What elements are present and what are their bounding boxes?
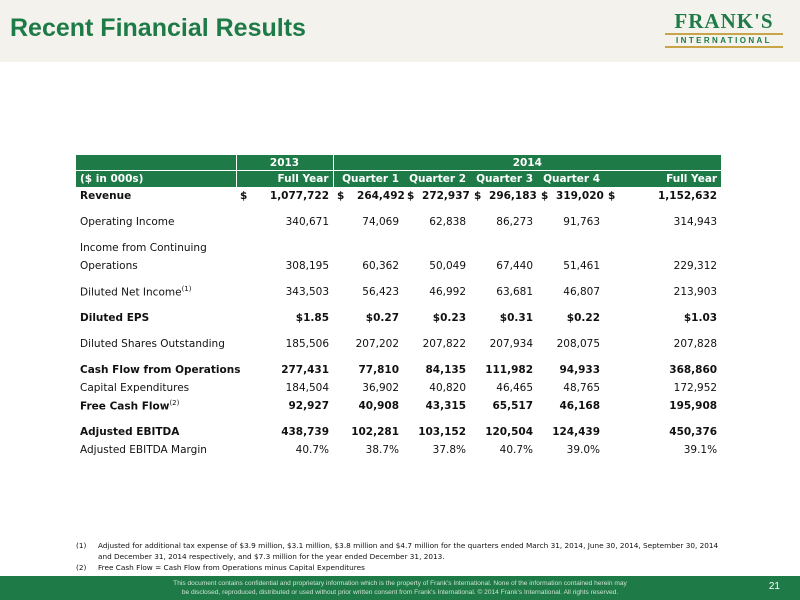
cell-value: 46,807 (563, 286, 601, 298)
cell-value: 91,763 (563, 216, 601, 228)
row-label: Adjusted EBITDA (80, 426, 180, 438)
cell-value: 39.0% (566, 444, 601, 456)
cell-value: 343,503 (285, 286, 330, 298)
cell-value: 172,952 (673, 382, 718, 394)
cell-value: 40,908 (358, 400, 400, 412)
cell-value: 67,440 (496, 260, 534, 272)
cell-value: 56,423 (362, 286, 400, 298)
currency-symbol: $ (541, 190, 549, 202)
cell-value: $0.31 (499, 312, 534, 324)
logo-wordmark: FRANK'S (674, 9, 774, 33)
table-row-diluted-shares (76, 335, 721, 353)
row-label: Cash Flow from Operations (80, 364, 241, 376)
page-number: 21 (768, 581, 780, 592)
cell-value: 272,937 (422, 190, 470, 202)
cell-value: 277,431 (281, 364, 330, 376)
table-column-header-row (76, 171, 721, 188)
cell-value: 39.1% (683, 444, 718, 456)
row-label: Revenue (80, 190, 132, 202)
cell-value: 111,982 (485, 364, 534, 376)
cell-value: 36,902 (362, 382, 400, 394)
cell-value: 51,461 (563, 260, 601, 272)
cell-value: 296,183 (489, 190, 537, 202)
confidentiality-notice (150, 579, 650, 597)
confidentiality-line-1: This document contains confidential and proprietary information which is the property of Frank’s International. None of the information contained herein may (173, 580, 627, 587)
row-label-text: Diluted Net Income (80, 286, 182, 299)
cell-value: $0.23 (432, 312, 467, 324)
cell-value: 65,517 (492, 400, 534, 412)
cell-value: 208,075 (556, 338, 601, 350)
row-label: Diluted EPS (80, 312, 150, 324)
cell-value: $0.27 (365, 312, 400, 324)
cell-value: 319,020 (556, 190, 604, 202)
table-row-cash-flow-ops (76, 361, 721, 379)
currency-symbol: $ (407, 190, 415, 202)
cell-value: 92,927 (288, 400, 330, 412)
cell-value: 184,504 (285, 382, 330, 394)
table-row-adjusted-ebitda-margin (76, 441, 721, 459)
row-label-text: Free Cash Flow (80, 400, 170, 413)
footnote-1 (76, 540, 726, 562)
table-row-diluted-net-income (76, 283, 721, 301)
currency-symbol: $ (240, 190, 248, 202)
company-logo (663, 10, 785, 50)
cell-value: 124,439 (552, 426, 601, 438)
table-group-header-row (76, 155, 721, 171)
footnote-number: (1) (76, 541, 87, 550)
col-header-q3: Quarter 3 (470, 171, 537, 188)
currency-symbol: $ (608, 190, 616, 202)
footnote-marker: (1) (181, 285, 192, 294)
row-label: Diluted Shares Outstanding (80, 338, 225, 350)
cell-value: 62,838 (429, 216, 467, 228)
group-header-2013: 2013 (236, 155, 333, 171)
financial-results-table (76, 155, 721, 459)
cell-value: $0.22 (566, 312, 601, 324)
table-row-revenue (76, 187, 721, 205)
cell-value: 74,069 (362, 216, 400, 228)
row-label: Income from Continuing (80, 242, 207, 254)
cell-value: 314,943 (673, 216, 718, 228)
cell-value: 308,195 (285, 260, 330, 272)
cell-value: 195,908 (669, 400, 718, 412)
col-header-q4: Quarter 4 (537, 171, 604, 188)
col-header-fy2013: Full Year (236, 171, 333, 188)
cell-value: 43,315 (425, 400, 467, 412)
confidentiality-line-2: be disclosed, reproduced, distributed or used without prior written consent from Frank’s International. © 2014 Frank’s International. All rights reserved. (181, 589, 619, 596)
cell-value: 40.7% (499, 444, 534, 456)
col-header-q1: Quarter 1 (333, 171, 403, 188)
row-label: Adjusted EBITDA Margin (80, 444, 207, 456)
slide-title: Recent Financial Results (10, 14, 306, 42)
cell-value: 48,765 (563, 382, 601, 394)
cell-value: 37.8% (432, 444, 467, 456)
unit-label: ($ in 000s) (76, 171, 236, 188)
table-row-free-cash-flow (76, 397, 721, 415)
cell-value: 229,312 (673, 260, 718, 272)
cell-value: $1.85 (295, 312, 330, 324)
cell-value: 213,903 (673, 286, 718, 298)
cell-value: 40.7% (295, 444, 330, 456)
row-label (76, 397, 236, 415)
cell-value: 40,820 (429, 382, 467, 394)
cell-value: 1,152,632 (657, 190, 718, 202)
cell-value: 340,671 (285, 216, 330, 228)
footnote-text: Free Cash Flow = Cash Flow from Operations minus Capital Expenditures (98, 563, 365, 572)
cell-value: 120,504 (485, 426, 534, 438)
row-label: Operating Income (80, 216, 175, 228)
table-row-income-cont-ops-label (76, 239, 721, 257)
group-header-2014: 2014 (333, 155, 721, 171)
cell-value: 207,822 (422, 338, 467, 350)
cell-value: 46,465 (496, 382, 534, 394)
logo-rule-top (665, 33, 783, 35)
cell-value: 84,135 (425, 364, 467, 376)
cell-value: 207,934 (489, 338, 534, 350)
cell-value: 368,860 (669, 364, 718, 376)
cell-value: 46,168 (559, 400, 601, 412)
table-row-operating-income (76, 213, 721, 231)
logo-subtitle: INTERNATIONAL (676, 36, 772, 45)
col-header-fy2014: Full Year (604, 171, 721, 188)
currency-symbol: $ (474, 190, 482, 202)
table-row-adjusted-ebitda (76, 423, 721, 441)
cell-value: 77,810 (358, 364, 400, 376)
cell-value: $1.03 (683, 312, 718, 324)
footnote-number: (2) (76, 563, 87, 572)
footnote-2 (76, 562, 726, 573)
currency-symbol: $ (337, 190, 345, 202)
col-header-q2: Quarter 2 (403, 171, 470, 188)
logo-rule-bottom (665, 46, 783, 48)
cell-value: 38.7% (365, 444, 400, 456)
cell-value: 207,828 (673, 338, 718, 350)
table-row-capex (76, 379, 721, 397)
cell-value: 46,992 (429, 286, 467, 298)
cell-value: 1,077,722 (269, 190, 330, 202)
footnote-marker: (2) (169, 399, 180, 408)
cell-value: 94,933 (559, 364, 601, 376)
table-row-diluted-eps (76, 309, 721, 327)
footnotes (76, 540, 726, 573)
footer-bar (0, 576, 800, 600)
cell-value: 50,049 (429, 260, 467, 272)
row-label: Operations (80, 260, 138, 272)
cell-value: 86,273 (496, 216, 534, 228)
footnote-text: Adjusted for additional tax expense of $3.9 million, $3.1 million, $3.8 million and $4.7 million for the quarters ended March 31, 2014, June 30, 2014, September 30, 2014 and December 31, 2014 respectively, and $7.3 million for the year ended December 31, 2013. (98, 541, 719, 561)
cell-value: 102,281 (351, 426, 400, 438)
row-label: Capital Expenditures (80, 382, 190, 394)
cell-value: 63,681 (496, 286, 534, 298)
cell-value: 438,739 (281, 426, 330, 438)
row-label (76, 283, 236, 301)
table-row-income-cont-ops (76, 257, 721, 275)
cell-value: 103,152 (418, 426, 467, 438)
cell-value: 185,506 (285, 338, 330, 350)
cell-value: 207,202 (355, 338, 400, 350)
cell-value: 450,376 (669, 426, 718, 438)
cell-value: 264,492 (357, 190, 405, 202)
cell-value: 60,362 (362, 260, 400, 272)
